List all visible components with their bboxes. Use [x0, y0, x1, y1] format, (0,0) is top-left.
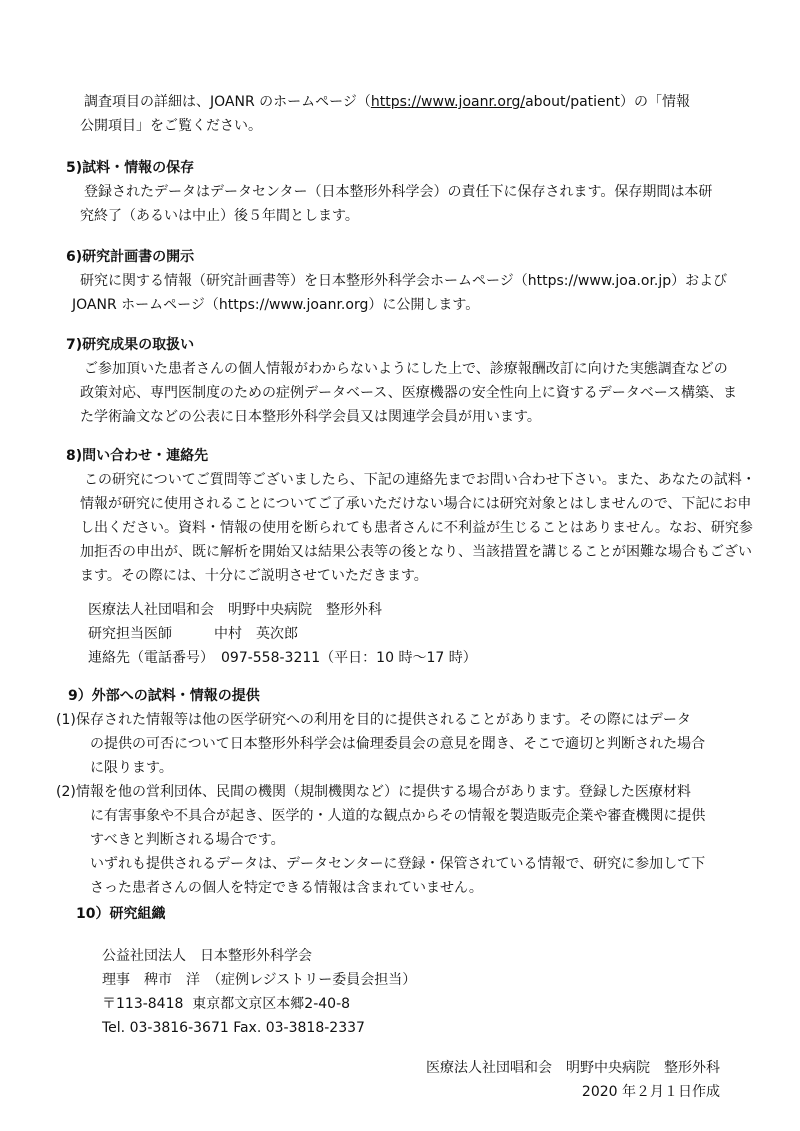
item-2-line-1: 情報を他の営利団体、民間の機関（規制機関など）に提供する場合があります。登録した医療材料	[76, 784, 691, 800]
contact-phone: 連絡先（電話番号） 097-558-3211（平日：10 時～17 時）	[88, 650, 477, 666]
joanr-link[interactable]: https://www.joanr.org/	[370, 94, 526, 110]
intro-line-2: 公開項目」をご覧ください。	[80, 118, 262, 134]
section-8	[66, 444, 766, 588]
section-9-item-1	[56, 708, 768, 780]
contact-org: 医療法人社団唱和会 明野中央病院 整形外科	[88, 602, 382, 618]
section-6-line-1: 研究に関する情報（研究計画書等）を日本整形外科学会ホームページ（https://www.joa.or.jp）および	[80, 273, 728, 289]
intro-paragraph	[66, 90, 766, 138]
org-director: 理事 稗市 洋 （症例レジストリー委員会担当）	[102, 972, 417, 988]
section-7-line-2: 政策対応、専門医制度のための症例データベース、医療機器の安全性向上に資するデータベース構築、ま	[80, 385, 738, 401]
contact-block	[88, 598, 688, 670]
section-9-note-line-2: さった患者さんの個人を特定できる情報は含まれていません。	[90, 880, 483, 896]
section-5-title: 5)試料・情報の保存	[66, 160, 195, 176]
org-name: 公益社団法人 日本整形外科学会	[102, 948, 312, 964]
section-6	[66, 245, 766, 317]
section-5-line-1: 登録されたデータはデータセンター（日本整形外科学会）の責任下に保存されます。保存期間は本研	[84, 184, 713, 200]
footer-hospital: 医療法人社団唱和会 明野中央病院 整形外科	[426, 1060, 720, 1076]
org-address: 〒113-8418 東京都文京区本郷2-40-8	[102, 996, 351, 1012]
contact-doctor: 研究担当医師 中村 英次郎	[88, 626, 298, 642]
section-7	[66, 333, 766, 429]
section-5-line-2: 究終了（あるいは中止）後５年間とします。	[80, 208, 359, 224]
section-9-title: 9）外部への試料・情報の提供	[68, 688, 260, 704]
intro-url-tail: about/patient	[525, 94, 621, 110]
section-8-line-4: 加拒否の申出が、既に解析を開始又は結果公表等の後となり、当該措置を講じることが困難な場合もござい	[80, 544, 752, 560]
organization-block	[102, 944, 702, 1040]
section-9-item-2	[56, 780, 768, 900]
section-8-line-3: し出ください。資料・情報の使用を断られても患者さんに不利益が生じることはありません。なお、研究参	[80, 520, 753, 536]
section-7-title: 7)研究成果の取扱い	[66, 337, 195, 353]
section-9-note-line-1: いずれも提供されるデータは、データセンターに登録・保管されている情報で、研究に参加して下	[90, 856, 706, 872]
intro-text: 調査項目の詳細は、JOANR のホームページ（	[84, 94, 371, 110]
section-10-title: 10）研究組織	[76, 906, 166, 922]
item-1-line-1: 保存された情報等は他の医学研究への利用を目的に提供されることがあります。その際にはデータ	[76, 712, 691, 728]
section-6-title: 6)研究計画書の開示	[66, 249, 195, 265]
item-1-line-3: に限ります。	[90, 760, 173, 776]
section-5	[66, 156, 766, 228]
section-8-line-5: ます。その際には、十分にご説明させていただきます。	[80, 568, 428, 584]
section-7-line-3: た学術論文などの公表に日本整形外科学会員又は関連学会員が用います。	[80, 409, 541, 425]
section-7-line-1: ご参加頂いた患者さんの個人情報がわからないようにした上で、診療報酬改訂に向けた実態調査などの	[84, 361, 728, 377]
item-2-number: (2)	[56, 784, 76, 800]
item-1-line-2: の提供の可否について日本整形外科学会は倫理委員会の意見を聞き、そこで適切と判断された場合	[90, 736, 706, 752]
intro-line-1	[66, 90, 766, 114]
footer-date: 2020 年２月１日作成	[581, 1084, 720, 1100]
section-6-line-2: JOANR ホームページ（https://www.joanr.org）に公開します。	[72, 297, 480, 313]
section-8-line-1: この研究についてご質問等ございましたら、下記の連絡先までお問い合わせ下さい。また、あなたの試料・	[84, 472, 756, 488]
footer	[426, 1056, 720, 1104]
section-10	[76, 902, 776, 926]
section-9	[56, 684, 768, 900]
item-2-line-3: すべきと判断される場合です。	[90, 832, 285, 848]
section-8-title: 8)問い合わせ・連絡先	[66, 448, 209, 464]
item-1-number: (1)	[56, 712, 76, 728]
item-2-line-2: に有害事象や不具合が起き、医学的・人道的な観点からその情報を製造販売企業や審査機関に提供	[90, 808, 706, 824]
intro-text-post: ）の「情報	[620, 94, 691, 110]
org-phone-fax: Tel. 03-3816-3671 Fax. 03-3818-2337	[102, 1020, 365, 1036]
section-8-line-2: 情報が研究に使用されることについてご了承いただけない場合には研究対象とはしませんので、下記にお申	[80, 496, 752, 512]
